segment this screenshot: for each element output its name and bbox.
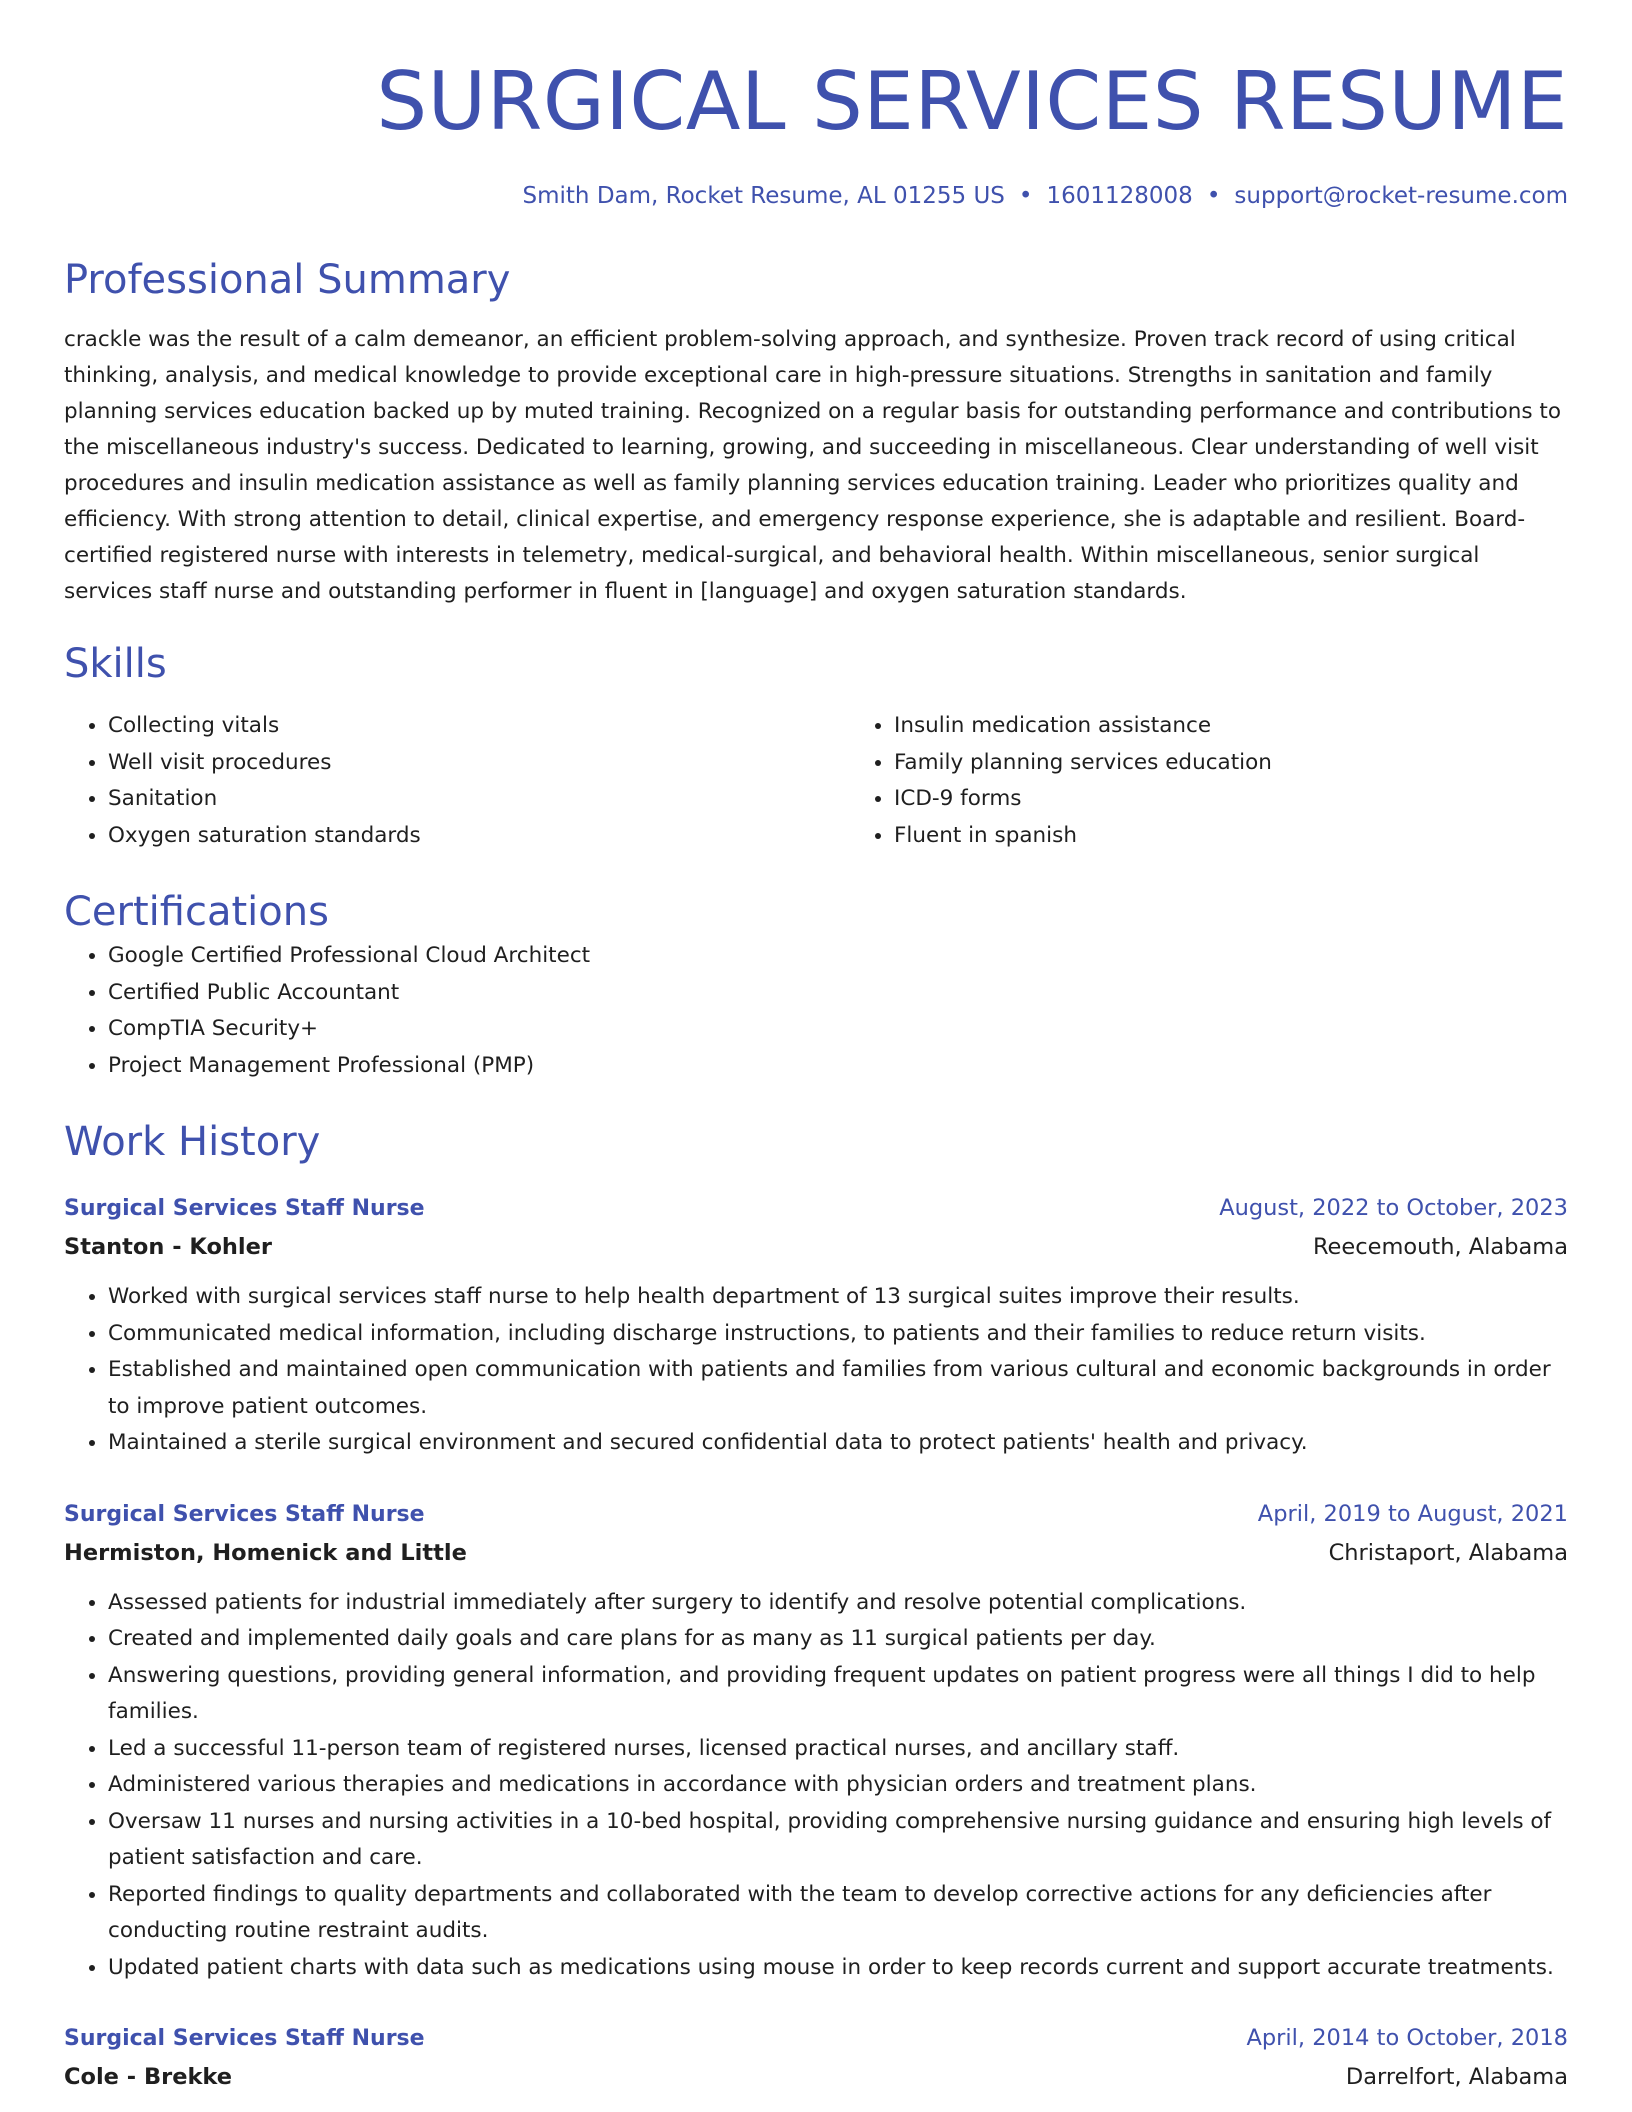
certification-item: • Certified Public Accountant (108, 975, 1568, 1012)
job-company-row (64, 1533, 1568, 1573)
skill-item: • ICD-9 forms (894, 781, 1632, 818)
job-title: Surgical Services Staff Nurse (64, 1196, 425, 1221)
certification-item: • Project Management Professional (PMP) (108, 1048, 1568, 1085)
contact-phone: 1601128008 (1046, 183, 1193, 209)
job-dates: August, 2022 to October, 2023 (1219, 1195, 1568, 1221)
job-bullet: • Maintained a sterile surgical environment and secured confidential data to protect patients' health and privacy. (108, 1425, 1568, 1462)
skill-item: • Sanitation (108, 781, 850, 818)
job-title: Surgical Services Staff Nurse (64, 1501, 425, 1527)
section-heading-summary: Professional Summary (64, 257, 511, 303)
job-dates: April, 2019 to August, 2021 (1257, 1500, 1568, 1527)
skill-item: • Well visit procedures (108, 745, 850, 782)
job-company-row (64, 1227, 1568, 1267)
section-heading-work-history: Work History (64, 1119, 321, 1165)
certification-item: • CompTIA Security+ (108, 1011, 1568, 1048)
contact-email: support@rocket-resume.com (1234, 183, 1568, 209)
job-company: Stanton - Kohler (64, 1234, 272, 1260)
job-bullet: • Communicated medical information, including discharge instructions, to patients and their families to reduce return visits. (108, 1316, 1568, 1353)
section-heading-skills: Skills (64, 641, 167, 687)
job-bullet: • Established and maintained open communication with patients and families from various cultural and economic backgrounds in order to improve patient outcomes. (108, 1352, 1568, 1425)
job-company: Hermiston, Homenick and Little (64, 1539, 467, 1566)
job-header-row (64, 1496, 1568, 1533)
job-bullet: • Oversaw 11 nurses and nursing activities in a 10-bed hospital, providing comprehensive nursing guidance and ensuring high levels of patient satisfaction and care. (108, 1804, 1568, 1877)
job-bullet: • Reported findings to quality departments and collaborated with the team to develop corrective actions for any deficiencies after conducting routine restraint audits. (108, 1877, 1568, 1950)
job-company-row (64, 2057, 1568, 2097)
job-bullet: • Updated patient charts with data such as medications using mouse in order to keep records current and support accurate treatments. (108, 1950, 1568, 1987)
skill-item: • Collecting vitals (108, 708, 850, 745)
skill-item: • Oxygen saturation standards (108, 818, 850, 855)
skills-list (64, 708, 1568, 854)
summary-text: crackle was the result of a calm demeanor, an efficient problem-solving approach, and synthesize. Proven track record of using critical thinking, analysis, and medical knowledge to provide exceptional care in high-pressure situations. Strengths in sanitation and family planning services education backed up by muted training. Recognized on a regular basis for outstanding performance and contributions to the miscellaneous industry's success. Dedicated to learning, growing, and succeeding in miscellaneous. Clear understanding of well visit procedures and insulin medication assistance as well as family planning services education training. Leader who prioritizes quality and efficiency. With strong attention to detail, clinical expertise, and emergency response experience, she is adaptable and resilient. Board-certified registered nurse with interests in telemetry, medical-surgical, and behavioral health. Within miscellaneous, senior surgical services staff nurse and outstanding performer in fluent in [language] and oxygen saturation standards. (64, 327, 1561, 604)
job-title: Surgical Services Staff Nurse (64, 2026, 425, 2051)
job-bullets (64, 1279, 1568, 1462)
job-bullet: • Worked with surgical services staff nurse to help health department of 13 surgical suites improve their results. (108, 1279, 1568, 1316)
job-bullet: • Answering questions, providing general information, and providing frequent updates on patient progress were all things I did to help families. (108, 1658, 1568, 1731)
job-entry (64, 2020, 1568, 2097)
skill-item: • Insulin medication assistance (894, 708, 1632, 745)
job-location: Darrelfort, Alabama (1345, 2064, 1568, 2090)
certification-item: • Google Certified Professional Cloud Architect (108, 938, 1568, 975)
skill-item: • Fluent in spanish (894, 818, 1632, 855)
contact-separator: • (1206, 183, 1221, 209)
job-company: Cole - Brekke (64, 2064, 233, 2090)
contact-line (64, 180, 1568, 212)
job-entry (64, 1190, 1568, 1462)
certifications-list (64, 938, 1568, 1084)
section-heading-certifications: Certifications (64, 889, 329, 935)
job-header-row (64, 1190, 1568, 1227)
job-bullets (64, 1585, 1568, 1987)
job-bullet: • Led a successful 11-person team of registered nurses, licensed practical nurses, and ancillary staff. (108, 1731, 1568, 1768)
contact-separator: • (1018, 183, 1033, 209)
job-dates: April, 2014 to October, 2018 (1246, 2025, 1568, 2051)
job-header-row (64, 2020, 1568, 2057)
job-location: Reecemouth, Alabama (1312, 1234, 1568, 1260)
skills-column-right (850, 708, 1632, 854)
job-location: Christaport, Alabama (1328, 1539, 1568, 1566)
skills-column-left (64, 708, 850, 854)
job-bullet: • Created and implemented daily goals and care plans for as many as 11 surgical patients per day. (108, 1621, 1568, 1658)
job-bullet: • Assessed patients for industrial immediately after surgery to identify and resolve potential complications. (108, 1585, 1568, 1622)
skill-item: • Family planning services education (894, 745, 1632, 782)
resume-title: SURGICAL SERVICES RESUME (376, 55, 1568, 148)
resume-page (64, 0, 1568, 2097)
job-entry (64, 1496, 1568, 1987)
job-bullet: • Administered various therapies and medications in accordance with physician orders and treatment plans. (108, 1767, 1568, 1804)
contact-address: Smith Dam, Rocket Resume, AL 01255 US (522, 183, 1005, 209)
